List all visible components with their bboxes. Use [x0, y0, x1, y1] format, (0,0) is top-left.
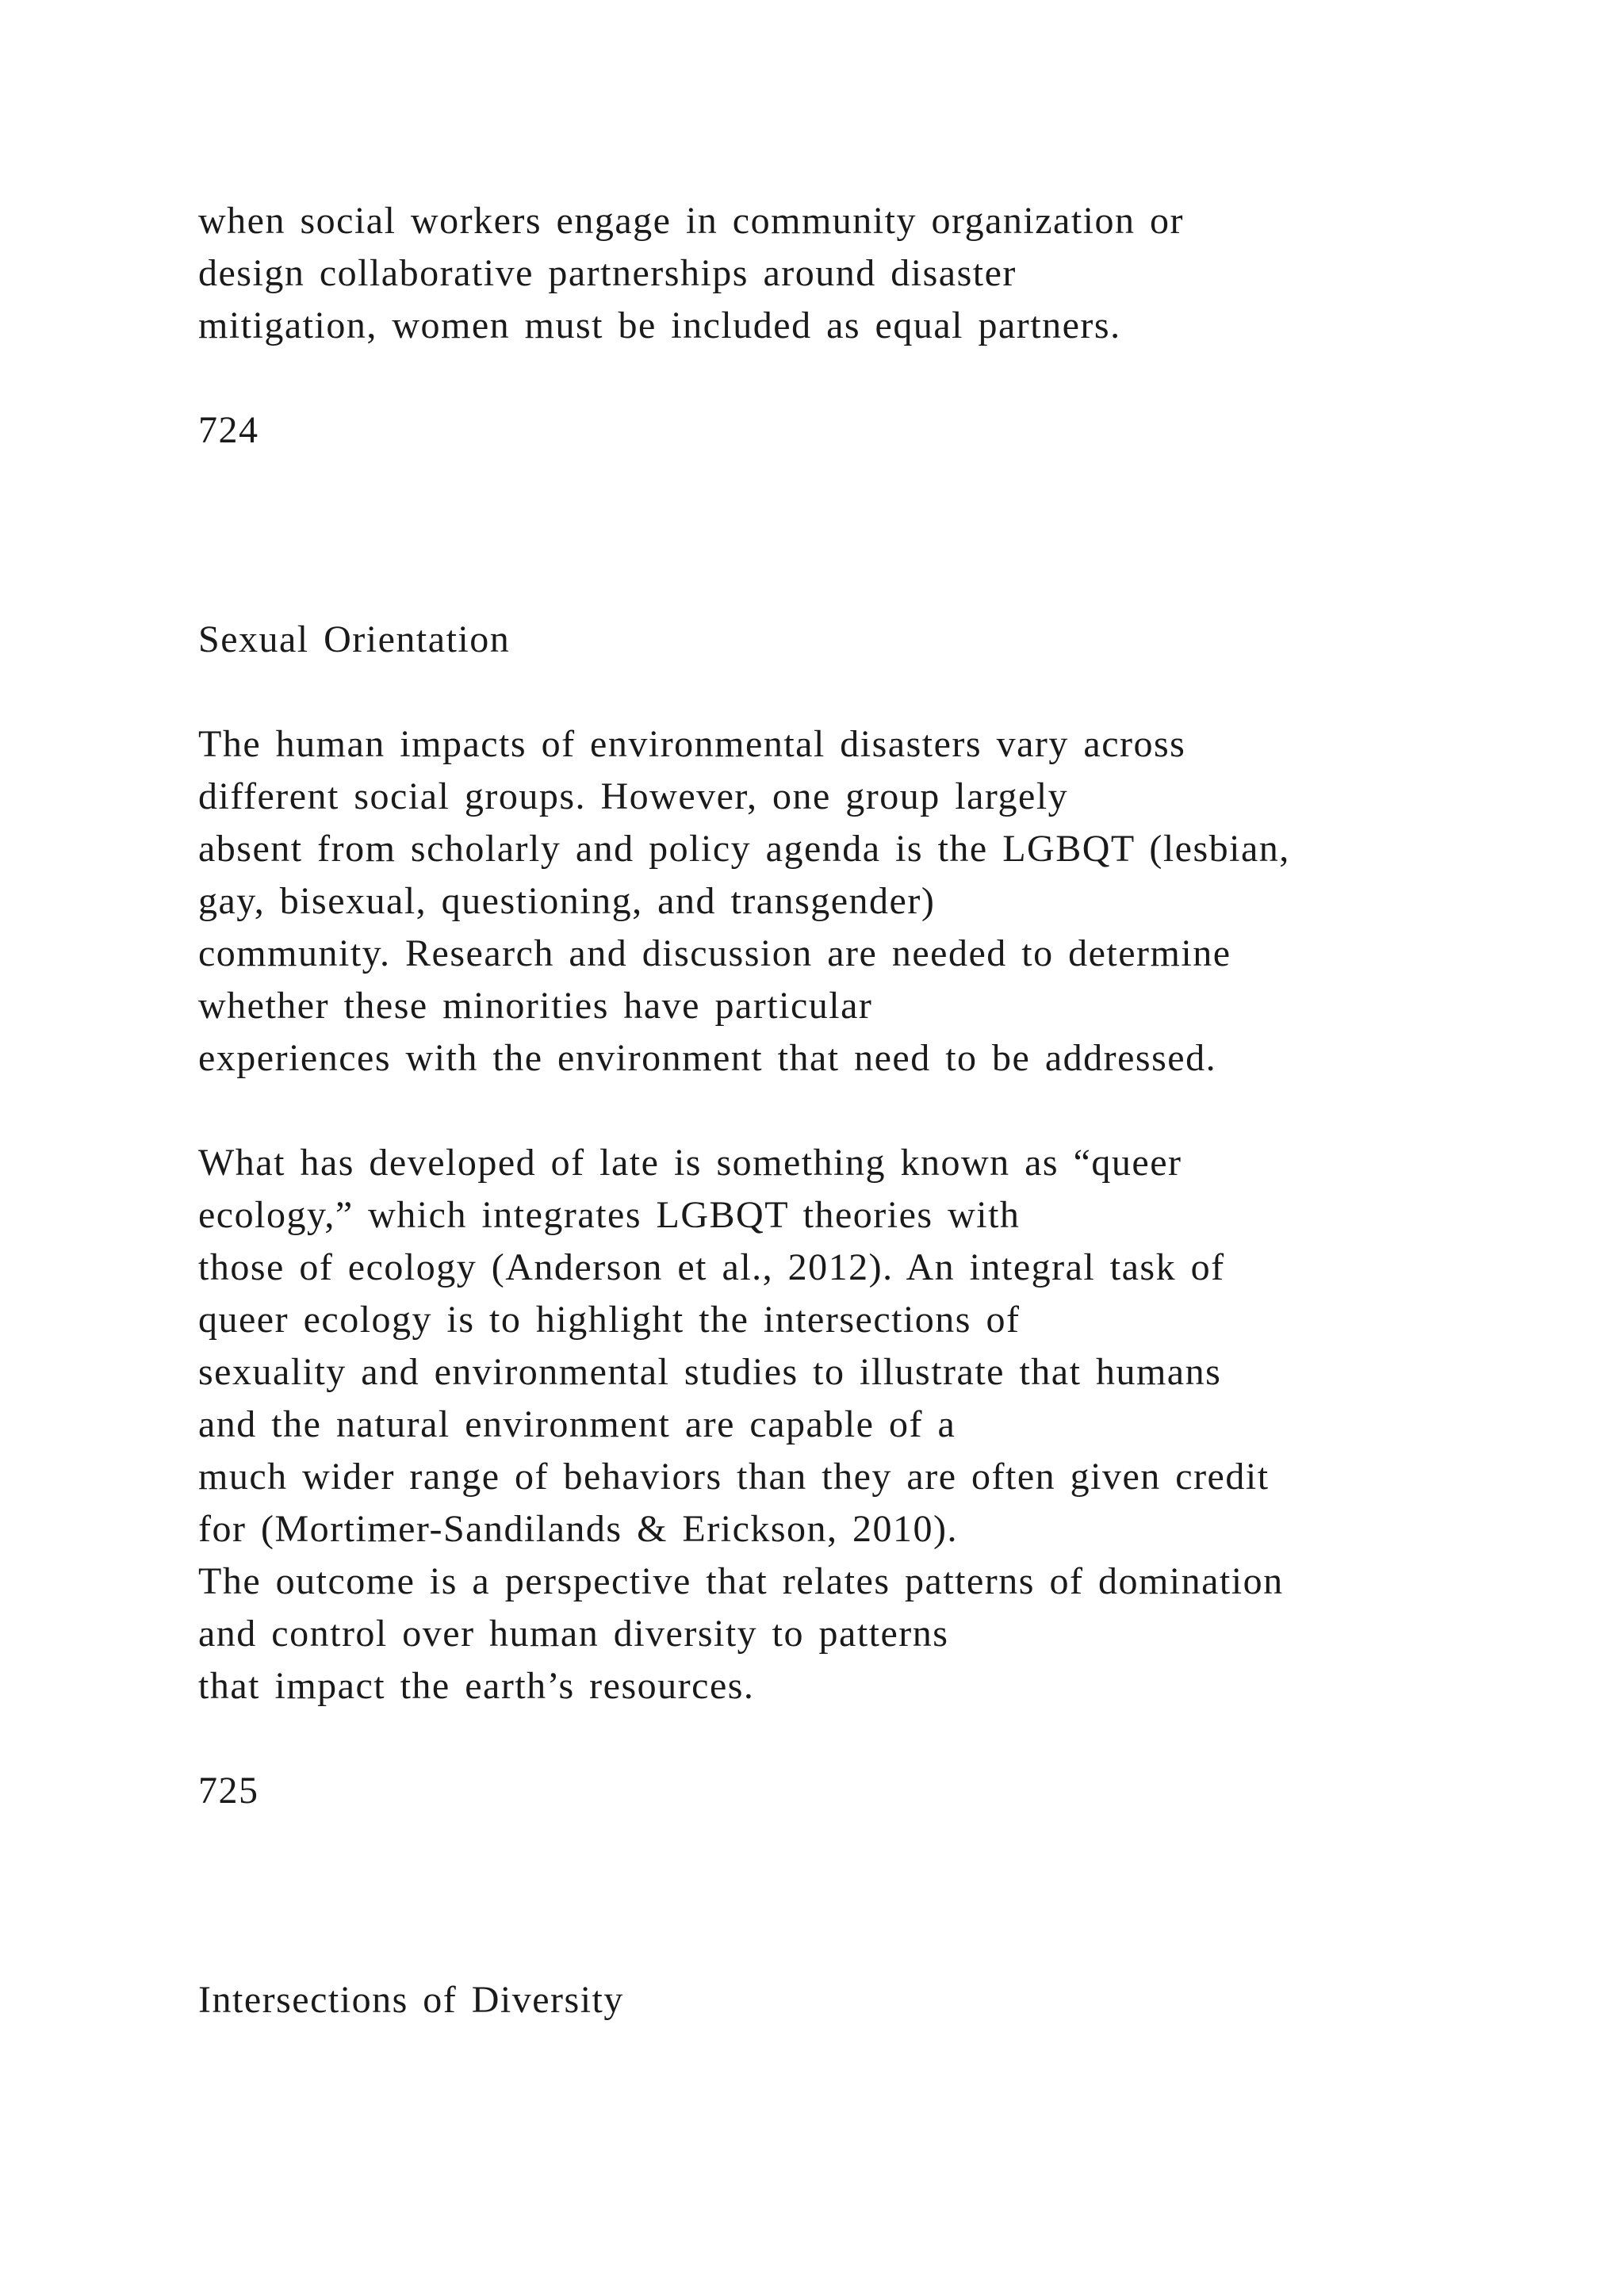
- text-line: much wider range of behaviors than they are often given credit: [198, 1456, 1270, 1498]
- paragraph-women-partners: [198, 195, 1499, 352]
- text-line: community. Research and discussion are needed to determine: [198, 932, 1231, 974]
- text-line: ecology,” which integrates LGBQT theories with: [198, 1194, 1021, 1236]
- paragraph-queer-ecology: [198, 1137, 1499, 1712]
- text-line: and control over human diversity to patterns: [198, 1613, 949, 1655]
- text-line: those of ecology (Anderson et al., 2012). An integral task of: [198, 1246, 1225, 1288]
- text-line: that impact the earth’s resources.: [198, 1665, 755, 1707]
- text-line: The human impacts of environmental disasters vary across: [198, 723, 1186, 765]
- section-heading-sexual-orientation: Sexual Orientation: [198, 618, 511, 660]
- text-line: design collaborative partnerships around disaster: [198, 252, 1017, 294]
- text-line: queer ecology is to highlight the intersections of: [198, 1299, 1021, 1341]
- text-line: sexuality and environmental studies to illustrate that humans: [198, 1351, 1222, 1393]
- text-line: mitigation, women must be included as equal partners.: [198, 304, 1121, 346]
- page-number: 724: [198, 409, 259, 451]
- text-line: different social groups. However, one group largely: [198, 775, 1069, 817]
- section-heading-intersections-of-diversity: Intersections of Diversity: [198, 1979, 624, 2021]
- text-line: experiences with the environment that need to be addressed.: [198, 1037, 1217, 1079]
- text-line: for (Mortimer-Sandilands & Erickson, 2010).: [198, 1508, 959, 1550]
- text-line: The outcome is a perspective that relates patterns of domination: [198, 1560, 1284, 1602]
- page-number: 725: [198, 1770, 259, 1812]
- text-line: What has developed of late is something known as “queer: [198, 1142, 1182, 1184]
- paragraph-lgbqt-impacts: [198, 718, 1499, 1085]
- text-line: and the natural environment are capable of a: [198, 1403, 956, 1445]
- text-line: whether these minorities have particular: [198, 985, 873, 1027]
- text-line: when social workers engage in community organization or: [198, 200, 1184, 242]
- text-line: gay, bisexual, questioning, and transgender): [198, 880, 936, 922]
- text-line: absent from scholarly and policy agenda is the LGBQT (lesbian,: [198, 828, 1290, 870]
